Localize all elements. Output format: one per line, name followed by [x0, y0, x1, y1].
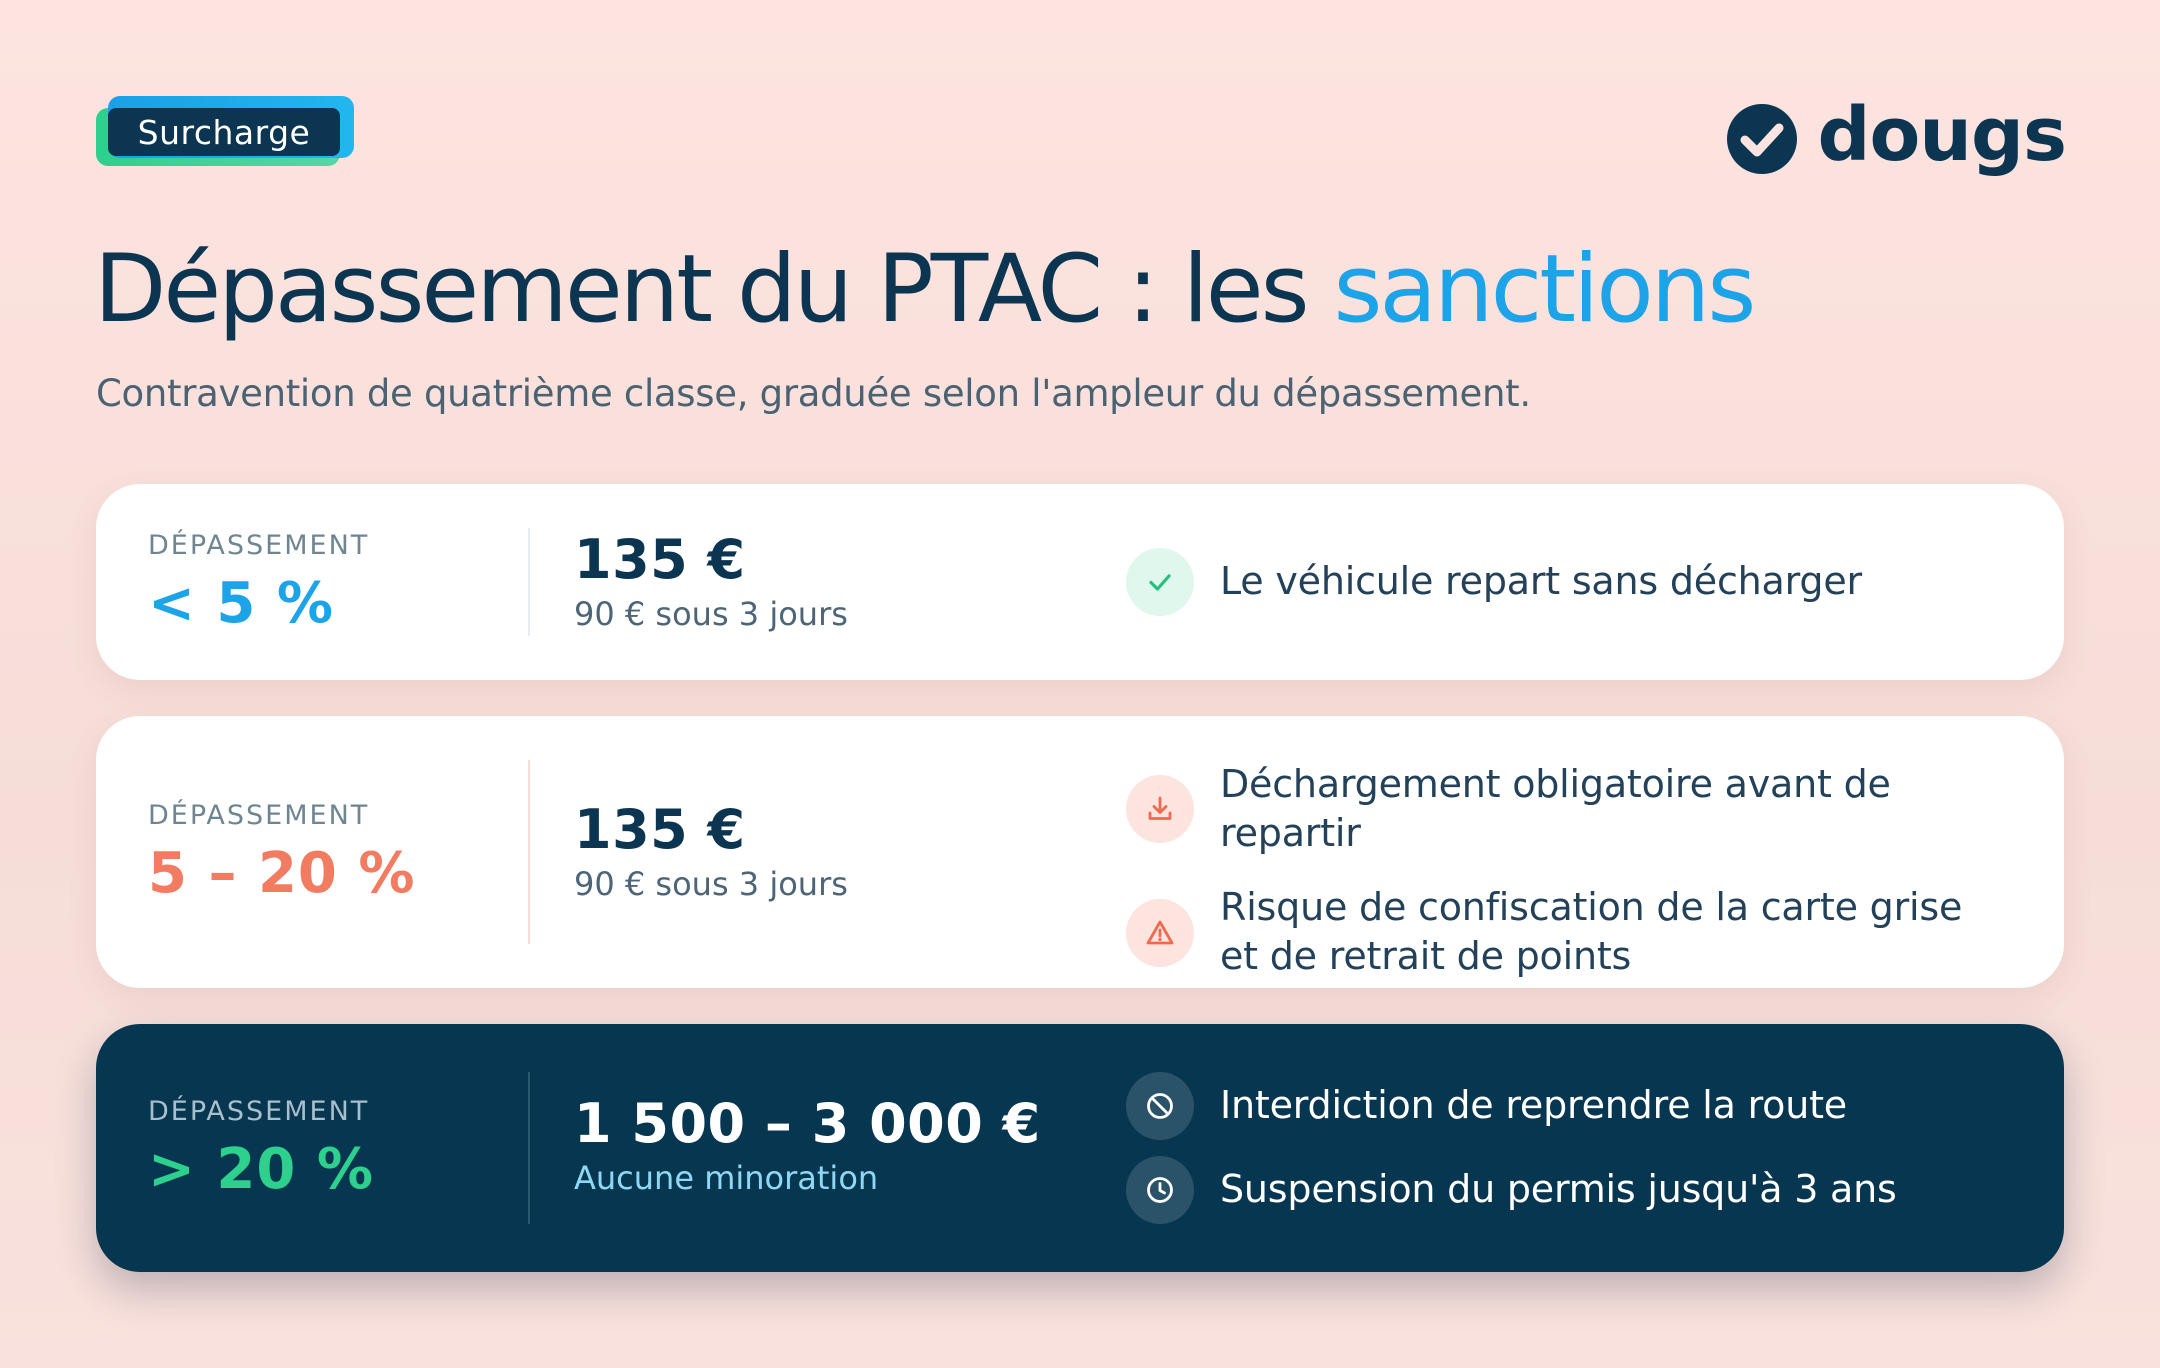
brand-logo — [1725, 92, 2066, 180]
tier-card-high — [96, 1024, 2064, 1272]
tier-price-note: 90 € sous 3 jours — [574, 865, 848, 903]
tier-card-low — [96, 484, 2064, 680]
consequence-text: Risque de confiscation de la carte grise et de retrait de points — [1220, 884, 1963, 979]
title-main: Dépassement du PTAC : les — [94, 235, 1334, 344]
tier-price-note: 90 € sous 3 jours — [574, 595, 848, 633]
consequence-text: Déchargement obligatoire avant de repartir — [1220, 762, 1891, 856]
download-icon — [1126, 775, 1194, 843]
tier-label — [148, 1096, 374, 1202]
tier-label — [148, 800, 416, 906]
consequence-item — [1126, 883, 2004, 982]
check-icon — [1126, 548, 1194, 616]
title-accent: sanctions — [1333, 235, 1754, 344]
consequence-text: Suspension du permis jusqu'à 3 ans — [1220, 1167, 1897, 1212]
tier-price: 135 € — [574, 528, 746, 591]
tag-label: Surcharge — [108, 108, 340, 156]
consequence-item — [1126, 760, 2004, 859]
tier-caption: DÉPASSEMENT — [148, 800, 370, 831]
consequence-item — [1126, 1156, 2004, 1224]
consequence-text: Interdiction de reprendre la route — [1220, 1083, 1847, 1128]
tier-range: 5 – 20 % — [148, 841, 416, 906]
tier-price-block — [574, 798, 848, 903]
clock-icon — [1126, 1156, 1194, 1224]
tier-divider — [528, 760, 530, 944]
category-tag — [96, 96, 354, 170]
tier-range: < 5 % — [148, 571, 334, 636]
prohibited-icon — [1126, 1072, 1194, 1140]
page-subtitle: Contravention de quatrième classe, graduée selon l'ampleur du dépassement. — [96, 372, 1531, 415]
tier-label — [148, 530, 369, 636]
logo-text: dougs — [1817, 92, 2066, 178]
tier-consequences — [1126, 1072, 2004, 1224]
tier-price: 1 500 – 3 000 € — [574, 1092, 1041, 1155]
tier-price-note: Aucune minoration — [574, 1159, 879, 1197]
tier-price-block — [574, 528, 848, 633]
tier-divider — [528, 1072, 530, 1224]
tier-caption: DÉPASSEMENT — [148, 1096, 370, 1127]
consequence-text: Le véhicule repart sans décharger — [1220, 559, 1862, 604]
consequence-item — [1126, 1072, 2004, 1140]
tier-card-mid — [96, 716, 2064, 988]
tier-price-block — [574, 1092, 1041, 1197]
check-circle-icon — [1725, 102, 1799, 176]
tier-consequences — [1126, 548, 2004, 616]
page-title — [94, 235, 1754, 344]
warning-icon — [1126, 899, 1194, 967]
tier-price: 135 € — [574, 798, 746, 861]
tier-consequences — [1126, 760, 2004, 982]
tier-range: > 20 % — [148, 1137, 374, 1202]
tier-divider — [528, 528, 530, 636]
consequence-item — [1126, 548, 2004, 616]
tier-caption: DÉPASSEMENT — [148, 530, 370, 561]
